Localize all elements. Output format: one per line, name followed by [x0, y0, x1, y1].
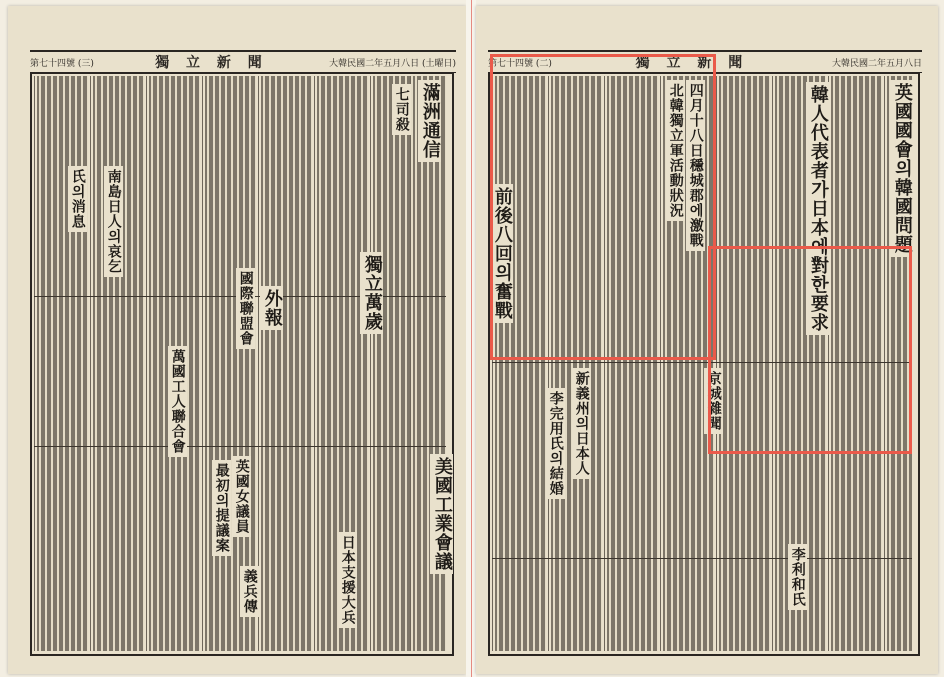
text-column [828, 76, 884, 651]
left-page [8, 6, 466, 674]
headline-sinuiju-japanese: 新義州의日本人 [572, 368, 591, 479]
headline-onseong-battle: 四月十八日穩城郡에激戰 [686, 80, 705, 251]
headline-seoul-news: 京城雜聞 [704, 368, 723, 434]
right-page [476, 6, 938, 674]
headline-japan-troops: 日本支援大兵 [338, 532, 357, 628]
right-masthead-issue: 第七十四號 (二) [488, 58, 552, 69]
headline-korean-delegates: 韓人代表者가日本에對한要求 [806, 82, 829, 335]
headline-person: 李利和氏 [788, 544, 807, 610]
text-column [604, 76, 660, 651]
right-masthead-date: 大韓民國二年五月八日 [831, 58, 922, 69]
headline-north-korea-army: 北韓獨立軍活動狀況 [666, 80, 685, 221]
headline-south-island: 南島日人의哀乞 [104, 166, 123, 277]
left-masthead-issue: 第七十四號 (三) [30, 58, 94, 69]
headline-foreign-news: 外報 [260, 286, 283, 330]
headline-manchuria: 滿洲通信 [418, 80, 441, 162]
headline-righteous-army: 義兵傳 [240, 566, 259, 617]
left-masthead-title: 獨 立 新 聞 [155, 55, 268, 71]
text-column [90, 76, 146, 651]
text-column [492, 76, 548, 651]
headline-independence: 獨立萬歲 [360, 252, 383, 334]
headline-british-woman-mp: 英國女議員 [232, 456, 251, 537]
left-masthead-date: 大韓民國二年五月八日 (土曜日) [329, 58, 456, 69]
text-column [202, 76, 258, 651]
text-column [716, 76, 772, 651]
left-masthead [30, 50, 456, 73]
right-masthead-title: 獨 立 新 聞 [635, 55, 749, 71]
text-column [548, 76, 604, 651]
headline-marriage: 李完用氏의結婚 [546, 388, 565, 499]
text-column [34, 76, 90, 651]
headline-news-of: 氏의消息 [68, 166, 87, 232]
right-masthead [488, 50, 922, 73]
headline-first-proposal: 最初의提議案 [212, 460, 231, 556]
section-divider [492, 362, 912, 363]
headline-us-industry: 美國工業會議 [430, 454, 453, 574]
section-divider [34, 446, 446, 447]
scan-center-line [471, 0, 472, 677]
headline-seven-killed: 七司殺 [392, 84, 411, 135]
headline-uk-parliament-korea: 英國國會의韓國問題 [890, 80, 913, 257]
headline-eight-battles: 前後八回의奮戰 [490, 184, 513, 323]
text-column [258, 76, 314, 651]
headline-labor-union: 萬國工人聯合會 [168, 346, 187, 457]
headline-league-of-nations: 國際聯盟會 [236, 268, 255, 349]
section-divider [492, 558, 912, 559]
